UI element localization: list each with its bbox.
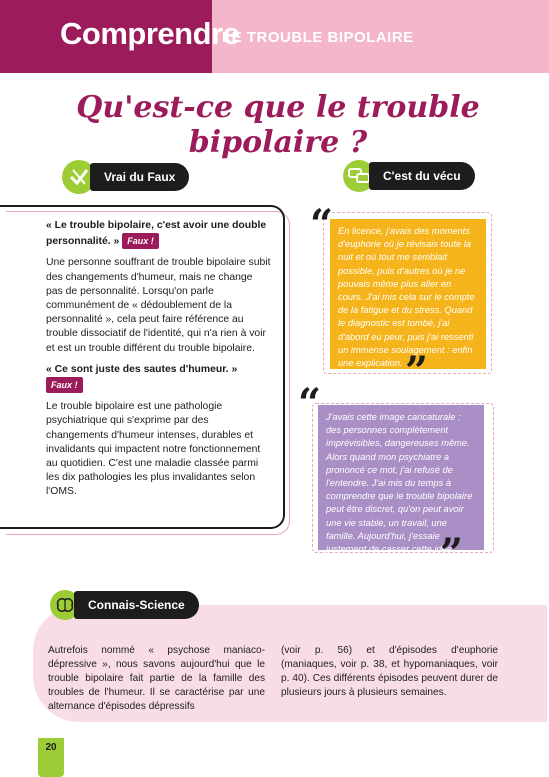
- open-quote-icon: “: [298, 380, 322, 427]
- claim-1-text: « Le trouble bipolaire, c'est avoir une double personnalité. »: [46, 220, 267, 248]
- connais-science-label: Connais-Science: [74, 591, 199, 619]
- header-section-title: Comprendre: [60, 16, 240, 51]
- claim-2: [46, 363, 271, 393]
- explanation-2: Le trouble bipolaire est une pathologie psychiatrique qui s'exprime par des changements d'humeur intenses, durables et invalidants qui impactent notre fonctionnement au quotidien. C'est une maladie classée parmi les dix pathologies les plus invalidantes selon l'OMS.: [46, 401, 261, 498]
- connais-science-col-2: (voir p. 56) et d'épisodes d'euphorie (maniaques, voir p. 38, et hypomaniaques, voir p. 40). Ces différents épisodes peuvent durer de plusieurs jours à plusieurs semaines.: [281, 645, 498, 698]
- close-quote-icon: ”: [440, 530, 464, 577]
- vrai-du-faux-content: [46, 219, 271, 507]
- page-number-text: 20: [45, 742, 57, 753]
- vrai-du-faux-badge: [62, 160, 189, 194]
- verdict-badge-1: Faux !: [122, 233, 159, 249]
- vecu-label: C'est du vécu: [369, 162, 475, 190]
- connais-science-text: [48, 644, 498, 714]
- close-quote-icon: ”: [405, 348, 429, 395]
- vecu-badge: [343, 160, 475, 192]
- claim-1: [46, 219, 271, 249]
- claim-2-text: « Ce sont juste des sautes d'humeur. »: [46, 363, 238, 375]
- header-topic-title: LE TROUBLE BIPOLAIRE: [222, 29, 414, 46]
- page-title: Qu'est-ce que le trouble bipolaire ?: [76, 90, 480, 160]
- open-quote-icon: “: [310, 201, 334, 248]
- connais-science-col-1: Autrefois nommé « psychose maniaco-dépressive », nous savons aujourd'hui que le trouble bipolaire fait partie de la famille des troubles de l'humeur. Il se caractérise par une alternance d'épisodes dépressifs: [48, 645, 265, 712]
- quote-1: En licence, j'avais des moments d'euphorie où je révisais toute la nuit et où tout me semblait possible, puis d'autres où je ne pouvais même plus aller en cours. J'ai mis cela sur le compte de la fatigue et du stress. Quand le diagnostic est tombé, j'ai d'abord eu peur, puis j'ai ressenti un immense soulagement : enfin une explication.: [330, 219, 486, 369]
- vrai-du-faux-label: Vrai du Faux: [90, 163, 189, 191]
- verdict-badge-2: Faux !: [46, 377, 83, 393]
- quote-2: J'avais cette image caricaturale : des personnes complètement imprévisibles, dangereuses même. Alors quand mon psychiatre a prononcé ce mot, j'ai refusé de l'entendre. J'ai mis du temps à comprendre que le trouble bipolaire peut être discret, qu'on peut avoir une vie stable, un travail, une famille. Aujourd'hui, j'essaie justement de casser cette idée reçue autour de moi.: [318, 405, 484, 550]
- connais-science-badge: [50, 590, 199, 620]
- explanation-1: Une personne souffrant de trouble bipolaire subit des changements d'humeur, mais ne change pas de personnalité. Lorsqu'on parle communément de « dédoublement de la personnalité », cela peut faire référence au trouble dissociatif de l'identité, qui n'a rien à voir et est un trouble différent du trouble bipolaire.: [46, 257, 271, 354]
- page-number: [38, 738, 64, 777]
